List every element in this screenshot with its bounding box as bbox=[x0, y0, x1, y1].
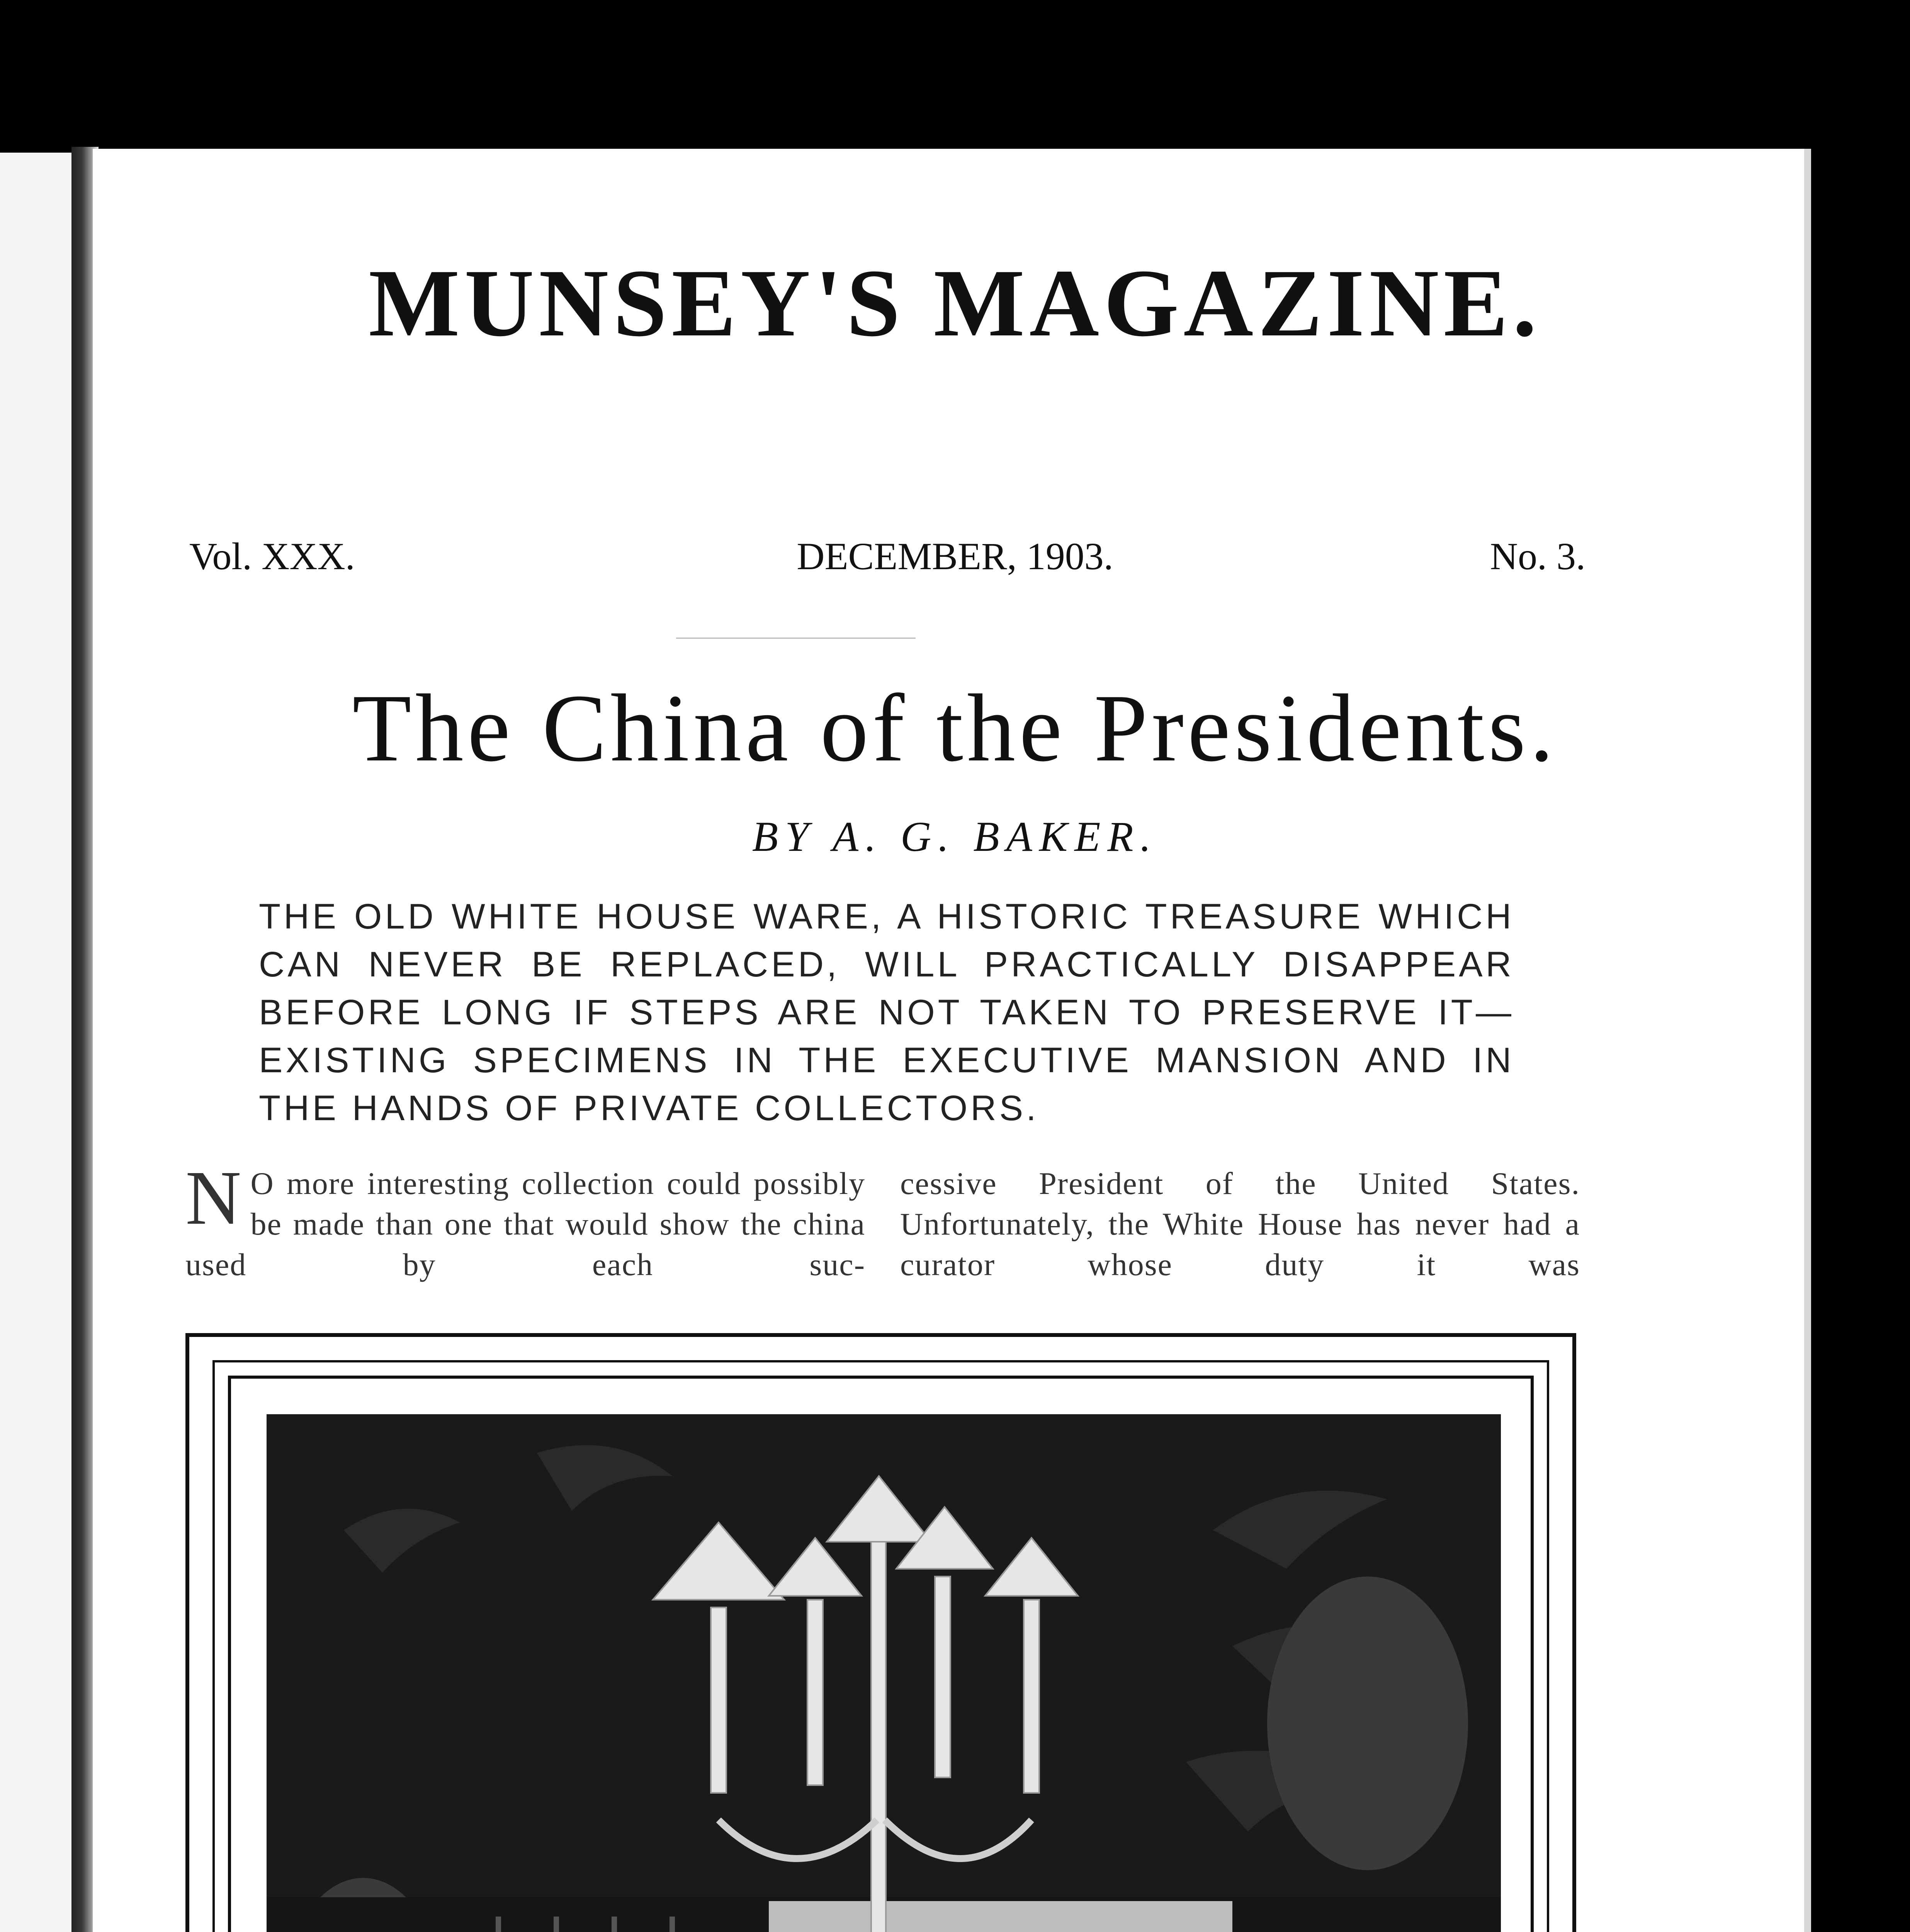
divider-rule bbox=[676, 638, 916, 639]
drop-cap: N bbox=[185, 1155, 242, 1241]
issue-date: DECEMBER, 1903. bbox=[797, 535, 1113, 578]
page-edge bbox=[1804, 149, 1811, 1932]
left-page-edge bbox=[0, 153, 71, 1932]
article-title: The China of the Presidents. bbox=[352, 675, 1558, 782]
column-right bbox=[900, 1163, 1580, 1285]
column-left bbox=[185, 1155, 865, 1285]
figure-frame bbox=[185, 1333, 1576, 1932]
china-photo-illustration bbox=[267, 1414, 1501, 1932]
issue-number: No. 3. bbox=[1490, 535, 1585, 578]
article-byline: BY A. G. BAKER. bbox=[752, 813, 1158, 860]
magazine-title: MUNSEY'S MAGAZINE. bbox=[369, 250, 1541, 357]
column-right-text: cessive President of the United States. Unfortunately, the White House has never had a curator whose duty it was bbox=[900, 1166, 1580, 1282]
article-deck: THE OLD WHITE HOUSE WARE, A HISTORIC TREASURE WHICH CAN NEVER BE REPLACED, WILL PRACTICALLY DISAPPEAR BEFORE LONG IF STEPS ARE NOT TAKEN TO PRESERVE IT—EXISTING SPECIMENS IN THE EXECUTIVE MANSION AND IN THE HANDS OF PRIVATE COLLECTORS. bbox=[259, 897, 1514, 1128]
column-left-text: O more interesting collection could possibly be made than one that would show the china used by each suc- bbox=[185, 1166, 865, 1282]
volume-label: Vol. XXX. bbox=[189, 535, 355, 578]
china-photograph bbox=[267, 1414, 1501, 1932]
